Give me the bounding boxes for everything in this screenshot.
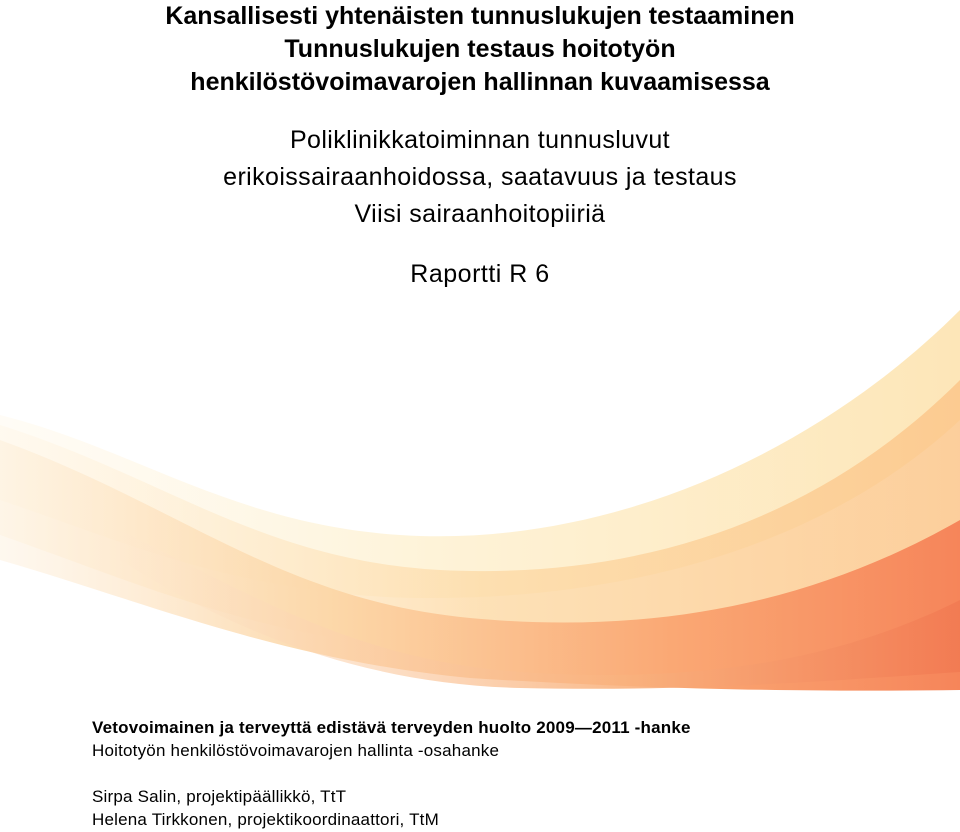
title-block: [0, 0, 960, 99]
footer-author-2: Helena Tirkkonen, projektikoordinaattori, TtM: [92, 810, 439, 829]
footer-spacer: [92, 762, 691, 785]
document-subtitle: [0, 122, 960, 233]
footer: [92, 716, 691, 831]
footer-author-1: Sirpa Salin, projektipäällikkö, TtT: [92, 787, 347, 806]
report-label: Raportti R 6: [410, 260, 550, 288]
subtitle-line-1: Poliklinikkatoiminnan tunnusluvut: [289, 126, 671, 154]
footer-project-line: Vetovoimainen ja terveyttä edistävä terveyden huolto 2009—2011 -hanke: [92, 718, 691, 737]
decorative-swoosh: [0, 300, 960, 700]
document-title: [0, 0, 960, 99]
title-line-2: Tunnuslukujen testaus hoitotyön: [284, 35, 676, 63]
subtitle-line-3: Viisi sairaanhoitopiiriä: [354, 200, 606, 228]
title-line-1: Kansallisesti yhtenäisten tunnuslukujen testaaminen: [165, 2, 795, 30]
footer-subproject-line: Hoitotyön henkilöstövoimavarojen hallinta -osahanke: [92, 741, 500, 760]
subtitle-line-2: erikoissairaanhoidossa, saatavuus ja testaus: [223, 163, 737, 191]
title-line-3: henkilöstövoimavarojen hallinnan kuvaamisessa: [190, 68, 770, 96]
